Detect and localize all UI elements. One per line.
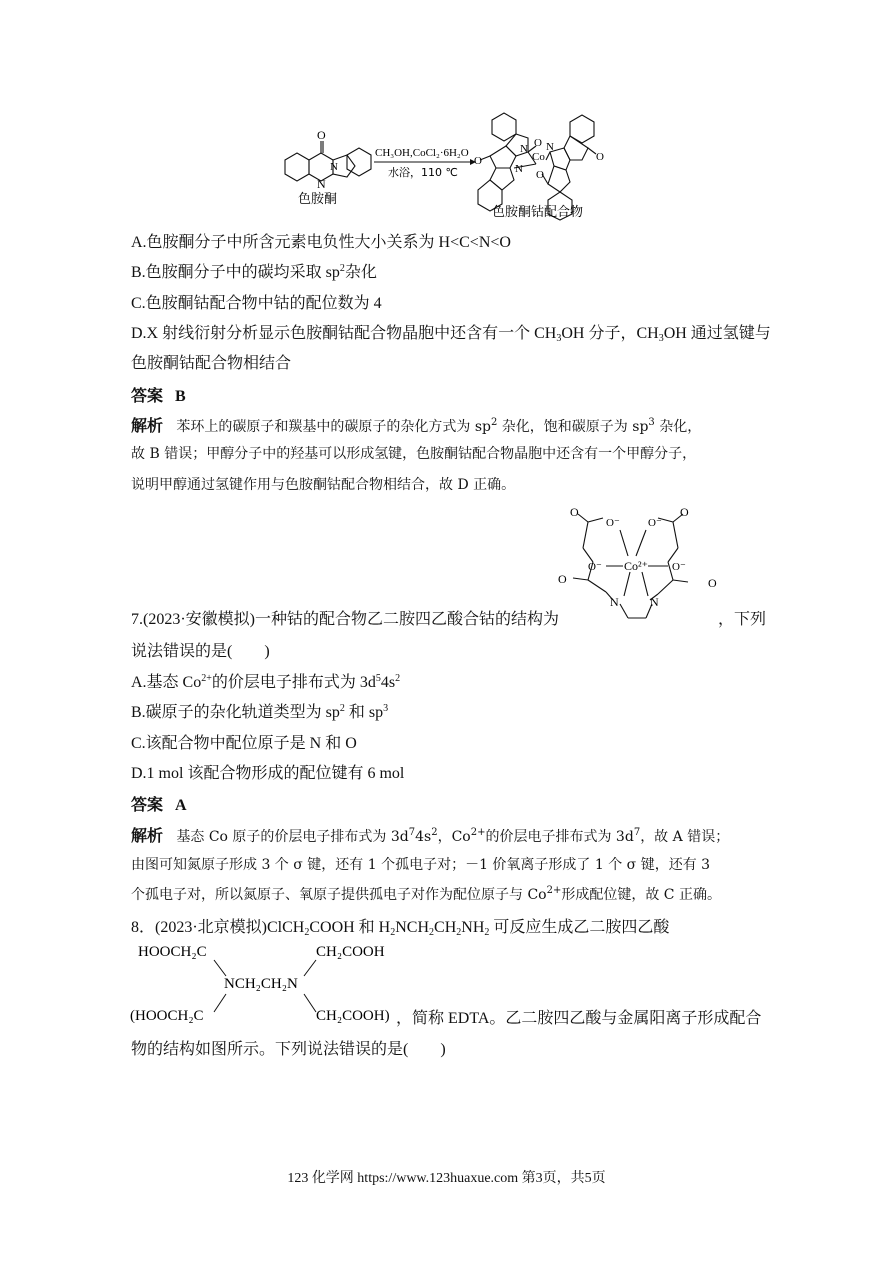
svg-text:N: N bbox=[610, 595, 619, 609]
svg-text:N: N bbox=[546, 141, 554, 153]
q7-option-a: A.基态 $Co^{2+}$的价层电子排布式为 $3d^54s^2$ bbox=[131, 673, 401, 691]
q6-analysis-line1: 解析 苯环上的碳原子和羰基中的碳原子的杂化方式为 $sp^2$ 杂化，饱和碳原子为 $sp^3$ 杂化， bbox=[131, 417, 702, 435]
condition-bottom: 水浴，110 ℃ bbox=[388, 166, 458, 179]
q6-answer: 答案 B bbox=[131, 388, 186, 405]
q7-option-b: B.碳原子的杂化轨道类型为 $sp^2$ 和 $sp^3$ bbox=[131, 703, 389, 721]
reactant-label: 色胺酮 bbox=[298, 192, 338, 207]
svg-text:Co: Co bbox=[532, 151, 545, 163]
svg-text:N: N bbox=[520, 143, 528, 155]
q7-analysis-line3: 个孤电子对，所以氮原子、氧原子提供孤电子对作为配位原子与 $Co^{2+}$形成配位键，故 C 正确。 bbox=[131, 885, 721, 903]
q6-analysis-line2: 故 B 错误；甲醇分子中的羟基可以形成氢键，色胺酮钴配合物晶胞中还含有一个甲醇分子， bbox=[131, 446, 697, 462]
svg-text:O: O bbox=[708, 576, 717, 590]
page-footer: 123 化学网 https://www.123huaxue.com 第3页，共5页 bbox=[287, 1171, 606, 1186]
q6-option-a: A.色胺酮分子中所含元素电负性大小关系为 H<C<N<O bbox=[131, 234, 511, 251]
svg-text:N: N bbox=[330, 161, 338, 173]
svg-text:NCH₂CH₂N: NCH₂CH₂N bbox=[224, 976, 298, 992]
svg-text:O⁻: O⁻ bbox=[672, 561, 686, 573]
svg-text:N: N bbox=[650, 595, 659, 609]
svg-text:O: O bbox=[570, 505, 579, 519]
q7-analysis-line2: 由图可知氮原子形成 3 个 σ 键，还有 1 个孤电子对；－1 价氧离子形成了 1 个 σ 键，还有 3 bbox=[131, 857, 711, 873]
svg-text:CH₂COOH): CH₂COOH) bbox=[316, 1008, 390, 1024]
q6-option-b: B.色胺酮分子中的碳均采取 $sp^2$杂化 bbox=[131, 263, 377, 281]
svg-text:O: O bbox=[317, 128, 326, 142]
svg-text:O: O bbox=[534, 137, 542, 149]
q8-stem-line3: 物的结构如图所示。下列说法错误的是( ) bbox=[131, 1041, 446, 1058]
q7-stem-line2: 说法错误的是( ) bbox=[131, 643, 270, 660]
product-label: 色胺酮钴配合物 bbox=[492, 205, 584, 220]
svg-text:N: N bbox=[317, 177, 326, 191]
q7-stem-end: ，下列 bbox=[718, 611, 767, 628]
svg-text:(HOOCH₂C: (HOOCH₂C bbox=[130, 1008, 204, 1024]
tryptanthrin-structure bbox=[285, 141, 371, 181]
q8-stem-line2: ，简称 EDTA。乙二胺四乙酸与金属阳离子形成配合 bbox=[396, 1010, 762, 1027]
svg-text:O⁻: O⁻ bbox=[648, 517, 662, 529]
q7-option-c: C.该配合物中配位原子是 N 和 O bbox=[131, 735, 357, 752]
q6-option-d-cont: 色胺酮钴配合物相结合 bbox=[131, 355, 292, 372]
svg-text:Co²⁺: Co²⁺ bbox=[624, 559, 648, 573]
svg-text:HOOCH₂C: HOOCH₂C bbox=[138, 944, 207, 960]
svg-text:O: O bbox=[558, 572, 567, 586]
svg-text:O⁻: O⁻ bbox=[588, 561, 602, 573]
svg-text:O: O bbox=[474, 155, 482, 167]
svg-text:N: N bbox=[515, 163, 523, 175]
q7-answer: 答案 A bbox=[131, 797, 187, 814]
q8-stem-line1: 8．(2023·北京模拟)ClCH$_2$COOH 和 $H_2NCH_2CH_2NH_2$ 可反应生成乙二胺四乙酸 bbox=[131, 919, 670, 938]
svg-text:O: O bbox=[536, 169, 544, 181]
svg-text:CH₂COOH: CH₂COOH bbox=[316, 944, 385, 960]
edta-formula bbox=[128, 938, 428, 1028]
q6-option-c: C.色胺酮钴配合物中钴的配位数为 4 bbox=[131, 295, 382, 312]
q6-analysis-line3: 说明甲醇通过氢键作用与色胺酮钴配合物相结合，故 D 正确。 bbox=[131, 477, 516, 493]
q7-stem-start: 7.(2023·安徽模拟)一种钴的配合物乙二胺四乙酸合钴的结构为 bbox=[131, 611, 559, 628]
q7-analysis-line1: 解析 基态 Co 原子的价层电子排布式为 $3d^74s^2$，$Co^{2+}$的价层电子排布式为 $3d^7$，故 A 错误； bbox=[131, 827, 730, 845]
q7-option-d: D.1 mol 该配合物形成的配位键有 6 mol bbox=[131, 765, 405, 782]
svg-text:O⁻: O⁻ bbox=[606, 517, 620, 529]
cobalt-complex-structure bbox=[478, 113, 596, 220]
q6-option-d: D.X 射线衍射分析显示色胺酮钴配合物晶胞中还含有一个 $CH_3OH$ 分子，$CH_3OH$ 通过氢键与 bbox=[131, 325, 771, 344]
condition-top: CH₃OH,CoCl₂·6H₂O bbox=[375, 147, 469, 159]
svg-text:O: O bbox=[596, 151, 604, 163]
svg-text:O: O bbox=[680, 505, 689, 519]
reaction-scheme bbox=[270, 108, 620, 223]
co-edta-structure bbox=[548, 500, 728, 626]
